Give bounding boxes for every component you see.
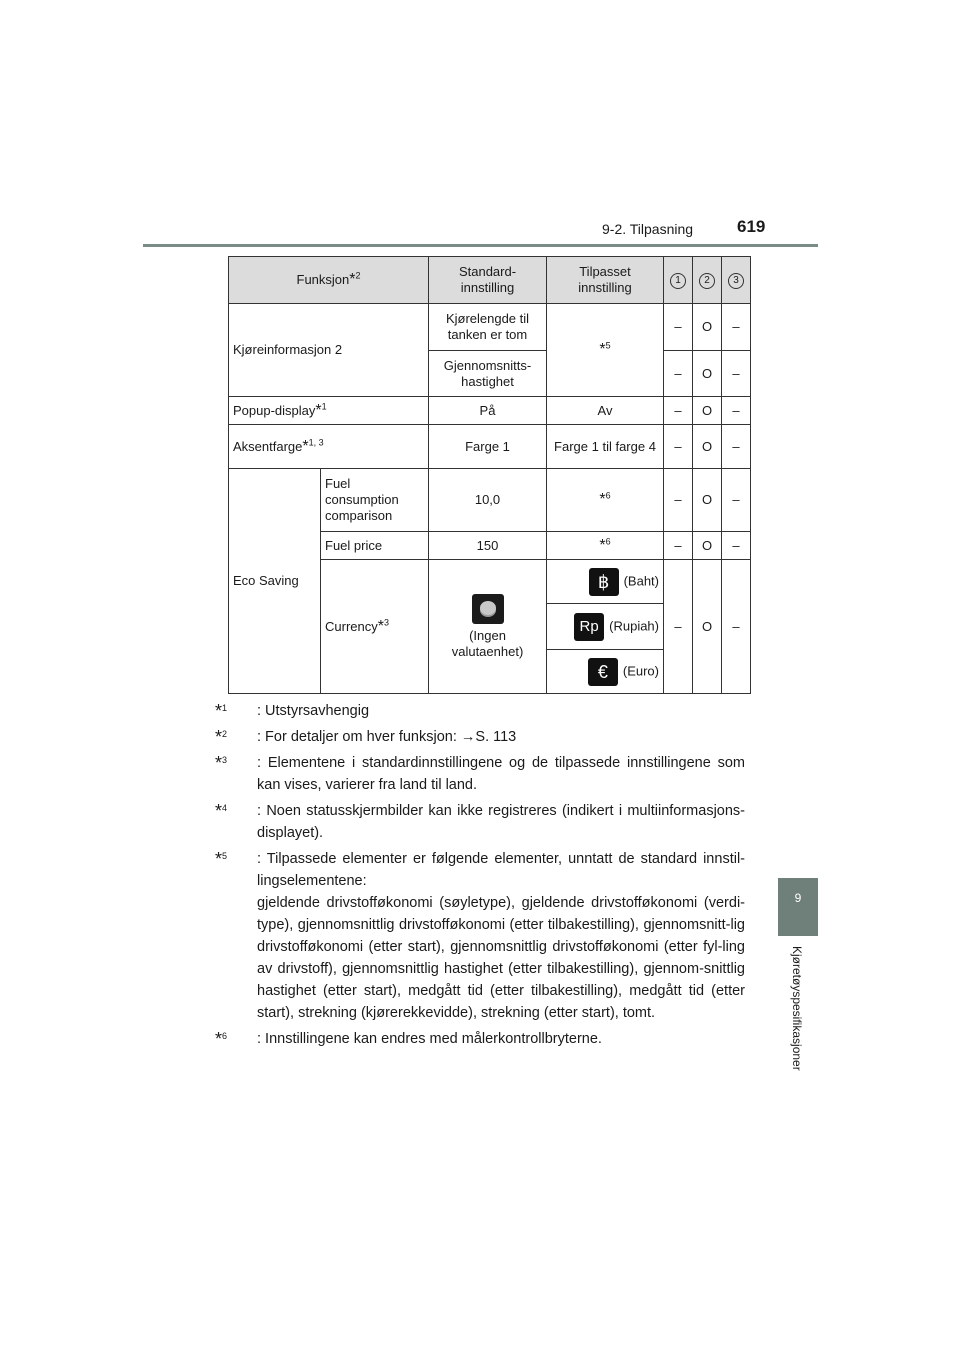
chapter-number: 9: [794, 891, 802, 905]
cell-o: O: [693, 304, 722, 351]
no-currency-icon: [472, 594, 504, 624]
currency-default-label: (Ingen valutaenhet): [451, 627, 524, 659]
footnote: *$^6$ : Innstillingene kan endres med målerkontrollbryterne.: [215, 1029, 602, 1049]
circle-3-icon: 3: [728, 273, 744, 289]
cell-o: O: [693, 351, 722, 397]
table-header-row: [229, 257, 751, 304]
cell-o: O: [693, 560, 722, 694]
fuel-cons-default: 10,0: [429, 469, 547, 532]
cell-dash: –: [664, 469, 693, 532]
cell-dash: –: [722, 397, 751, 425]
cell-o: O: [693, 532, 722, 560]
cell-dash: –: [722, 304, 751, 351]
drive-info-custom: *$^5$: [547, 304, 664, 397]
header-custom: Tilpasset innstilling: [547, 257, 664, 304]
currency-euro: € (Euro): [547, 650, 664, 694]
header-col3: [722, 257, 751, 304]
cell-dash: –: [722, 351, 751, 397]
table-row: [229, 469, 751, 532]
fuel-price-default: 150: [429, 532, 547, 560]
cell-dash: –: [664, 560, 693, 694]
header-col2: [693, 257, 722, 304]
footnote: *$^3$ : Elementene i standardinnstillingene og de tilpassede innstillingene som kan vises, varierer fra land til land.: [215, 753, 745, 793]
footnote-continuation: gjeldende drivstofføkonomi (søyletype), gjeldende drivstofføkonomi (verdi-type), gjennomsnittlig drivstofføkonomi (etter tilbakestilling), gjennomsnitt-lig drivstofføkonomi (etter start), gjennomsnittlig drivstofføkonomi (etter fyl-ling av drivstoff), gjennomsnittlig hastighet (etter tilbakestilling), gjennom-snittlig hastighet (etter start), medgått tid (etter tilbakestilling), medgått tid (etter start), strekning (kjørerekkevidde), strekning (etter start), tomt.: [257, 895, 745, 1021]
rupiah-icon: Rp: [574, 613, 604, 641]
baht-icon: ฿: [589, 568, 619, 596]
fuel-cons-custom: *$^6$: [547, 469, 664, 532]
cell-dash: –: [664, 351, 693, 397]
euro-icon: €: [588, 658, 618, 686]
table-row: [229, 397, 751, 425]
eco-label: Eco Saving: [229, 469, 321, 694]
footnote: *$^5$ : Tilpassede elementer er følgende elementer, unntatt de standard innstil-lingselementene:: [215, 849, 745, 889]
header-default: Standard-innstilling: [429, 257, 547, 304]
currency-default: [429, 560, 547, 694]
fuel-range-cell: Kjørelengde til tanken er tom: [429, 304, 547, 351]
fuel-cons-label: Fuel consumption comparison: [321, 469, 429, 532]
cell-dash: –: [664, 397, 693, 425]
chapter-tab: [778, 878, 818, 936]
circle-1-icon: 1: [670, 273, 686, 289]
cell-dash: –: [664, 425, 693, 469]
currency-baht: ฿ (Baht): [547, 560, 664, 604]
circle-2-icon: 2: [699, 273, 715, 289]
popup-label: Popup-display*$^1$: [229, 397, 429, 425]
table-row: [229, 304, 751, 351]
cell-dash: –: [722, 469, 751, 532]
cell-dash: –: [664, 304, 693, 351]
footnote: *$^2$ : For detaljer om hver funksjon: →S. 113: [215, 727, 517, 747]
cell-dash: –: [664, 532, 693, 560]
footnotes: [215, 700, 745, 1054]
fuel-price-label: Fuel price: [321, 532, 429, 560]
popup-custom: Av: [547, 397, 664, 425]
fuel-price-custom: *$^6$: [547, 532, 664, 560]
accent-custom: Farge 1 til farge 4: [547, 425, 664, 469]
currency-label: Currency*$^3$: [321, 560, 429, 694]
header-function: Funksjon*$^2$: [229, 257, 429, 304]
header-col1: [664, 257, 693, 304]
accent-label: Aksentfarge*$^{1, 3}$: [229, 425, 429, 469]
currency-rupiah: Rp (Rupiah): [547, 604, 664, 650]
cell-dash: –: [722, 560, 751, 694]
accent-default: Farge 1: [429, 425, 547, 469]
drive-info-label: Kjøreinformasjon 2: [229, 304, 429, 397]
cell-o: O: [693, 425, 722, 469]
cell-o: O: [693, 397, 722, 425]
chapter-title: Kjøretøyspesifikasjoner: [790, 946, 804, 1071]
page-number: 619: [737, 217, 766, 236]
cell-dash: –: [722, 425, 751, 469]
cell-o: O: [693, 469, 722, 532]
table-row: [229, 425, 751, 469]
cell-dash: –: [722, 532, 751, 560]
avg-speed-cell: Gjennomsnitts-hastighet: [429, 351, 547, 397]
section-title: 9-2. Tilpasning: [602, 221, 694, 237]
footnote: *$^4$ : Noen statusskjermbilder kan ikke registreres (indikert i multiinformasjons-displayet).: [215, 801, 745, 841]
footnote: *$^1$ : Utstyrsavhengig: [215, 701, 370, 721]
settings-table: [228, 256, 751, 694]
popup-default: På: [429, 397, 547, 425]
header-rule: [143, 244, 818, 247]
